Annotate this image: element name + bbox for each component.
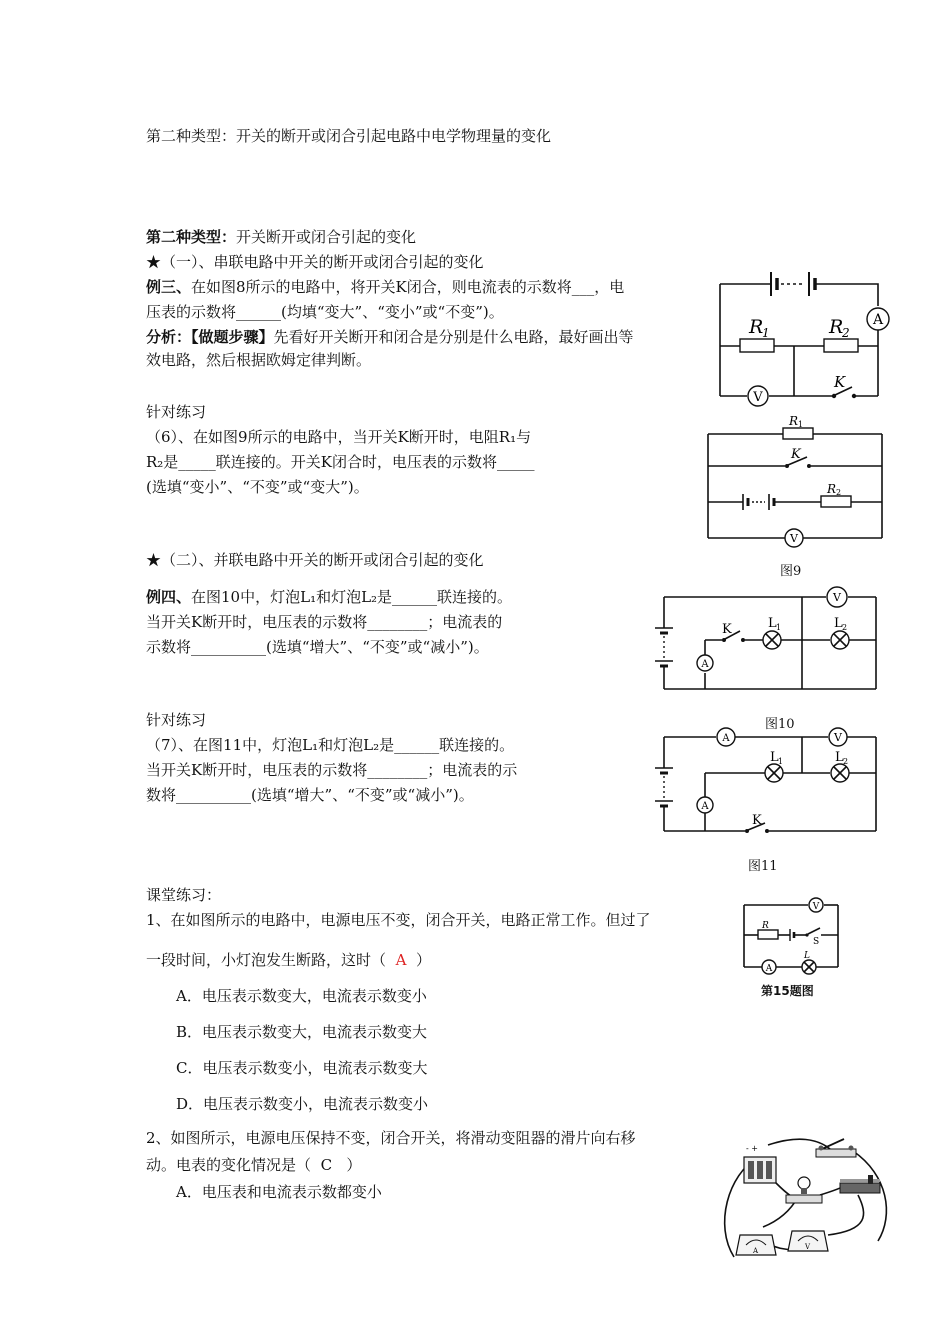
q1-option-d: D．电压表示数变小，电流表示数变小 <box>176 1095 429 1113</box>
q2-line1: 2、如图所示，电源电压保持不变，闭合开关，将滑动变阻器的滑片向右移 <box>146 1129 636 1147</box>
practice-heading-1: 针对练习 <box>146 403 207 421</box>
example4-line2: 当开关K断开时，电压表的示数将________；电流表的 <box>146 613 503 631</box>
analysis-text: 先看好开关断开和闭合是分别是什么电路，最好画出等 <box>273 328 634 346</box>
ammeter-label: A <box>701 659 709 670</box>
example3-line1 <box>146 277 624 297</box>
lamp-l2-label: L <box>834 616 843 631</box>
voltmeter-label: V <box>833 591 841 604</box>
q1-option-c: C．电压表示数变小，电流表示数变大 <box>176 1059 428 1077</box>
ammeter-label: A <box>765 964 773 974</box>
lamp-l1-label: L <box>768 616 777 631</box>
resistor-r-label: R <box>762 921 769 931</box>
r1-subscript: 1 <box>762 326 770 340</box>
ammeter-label: A <box>753 1247 759 1255</box>
analysis-line2: 效电路，然后根据欧姆定律判断。 <box>146 351 372 369</box>
practice6-line1: （6）、在如图9所示的电路中，当开关K断开时，电阻R₁与 <box>146 428 532 446</box>
lamp-l1-label: L <box>770 750 779 765</box>
practice7-line2: 当开关K断开时，电压表的示数将________；电流表的示 <box>146 761 518 779</box>
q1-line1: 1、在如图所示的电路中，电源电压不变，闭合开关，电路正常工作。但过了 <box>146 911 651 929</box>
lamp-l-label: L <box>804 951 810 961</box>
example4-line3: 示数将__________(选填“增大”、“不变”或“减小”)。 <box>146 638 489 656</box>
practice-heading-2: 针对练习 <box>146 711 207 729</box>
figure-10-caption: 图10 <box>765 717 795 732</box>
example3-line2: 压表的示数将______(均填“变大”、“变小”或“不变”)。 <box>146 303 504 321</box>
q2-option-a: A．电压表和电流表示数都变小 <box>176 1183 382 1201</box>
figure-15-circuit <box>738 895 844 979</box>
voltmeter-icon <box>788 1231 828 1251</box>
ammeter-label: A <box>722 733 730 744</box>
apparatus-drawing <box>718 1135 896 1270</box>
rheostat-icon <box>840 1175 880 1193</box>
lamp-l1-subscript: 1 <box>778 757 784 766</box>
voltmeter-label: V <box>753 390 763 405</box>
resistor-r <box>758 930 778 939</box>
q2-prefix: 动。电表的变化情况是（ <box>146 1156 312 1174</box>
practice7-line1: （7）、在图11中，灯泡L₁和灯泡L₂是______联连接的。 <box>146 736 515 754</box>
q2-line2 <box>146 1155 361 1175</box>
figure-11-circuit <box>660 725 886 837</box>
figure-8-circuit <box>716 270 896 410</box>
switch-icon <box>816 1139 856 1157</box>
switch-s-icon <box>808 928 820 934</box>
q1-option-a: A．电压表示数变大，电流表示数变小 <box>176 987 427 1005</box>
page-heading: 第二种类型：开关的断开或闭合引起电路中电学物理量的变化 <box>146 127 552 145</box>
figure-9-circuit <box>703 414 887 550</box>
voltmeter-label: V <box>812 902 820 912</box>
resistor-r1 <box>740 339 774 352</box>
classwork-heading: 课堂练习： <box>146 886 222 904</box>
r1-label: R <box>789 414 799 428</box>
r2-subscript: 2 <box>842 326 850 340</box>
practice6-line2: R₂是_____联连接的。开关K闭合时，电压表的示数将_____ <box>146 453 535 471</box>
resistor-r2 <box>821 496 851 507</box>
example4-text: 在图10中，灯泡L₁和灯泡L₂是______联连接的。 <box>191 588 513 606</box>
light-bulb-icon <box>786 1177 822 1203</box>
ammeter-label: A <box>701 801 709 812</box>
lamp-l2-subscript: 2 <box>842 623 848 632</box>
q1-prefix: 一段时间，小灯泡发生断路，这时（ <box>146 951 387 969</box>
battery-pack-icon <box>744 1144 776 1183</box>
switch-k-label: K <box>834 373 846 391</box>
q2-answer: C <box>320 1156 333 1174</box>
figure-15-caption: 第15题图 <box>761 984 814 998</box>
example3-text: 在如图8所示的电路中，将开关K闭合，则电流表的示数将___，电 <box>191 278 625 296</box>
voltmeter-label: V <box>790 532 798 545</box>
section-heading-bold: 第二种类型： <box>146 228 237 246</box>
analysis-line1 <box>146 327 634 347</box>
voltmeter-label: V <box>834 731 842 744</box>
q1-line2 <box>146 950 431 970</box>
section-heading <box>146 227 416 247</box>
subsection-1-heading: ★（一）、串联电路中开关的断开或闭合引起的变化 <box>146 253 484 271</box>
resistor-r1 <box>783 428 813 439</box>
r2-label: R <box>829 316 844 338</box>
figure-11-caption: 图11 <box>748 859 778 874</box>
q1-suffix: ） <box>415 951 431 969</box>
example4-label: 例四、 <box>146 588 192 606</box>
lamp-l1-subscript: 1 <box>776 623 782 632</box>
subsection-2-heading: ★（二）、并联电路中开关的断开或闭合引起的变化 <box>146 551 484 569</box>
switch-k-label: K <box>722 622 732 637</box>
ammeter-label: A <box>872 312 884 328</box>
figure-10-circuit <box>660 585 886 695</box>
r2-label: R <box>827 482 837 496</box>
q1-answer: A <box>395 951 407 969</box>
r1-label: R <box>749 316 764 338</box>
switch-k-label: K <box>791 447 801 462</box>
figure-9-caption: 图9 <box>780 564 802 579</box>
analysis-label: 分析：【做题步骤】 <box>146 328 274 346</box>
practice6-line3: (选填“变小”、“不变”或“变大”)。 <box>146 478 369 496</box>
example4-line1 <box>146 587 512 607</box>
switch-k-label: K <box>752 813 762 828</box>
r1-subscript: 1 <box>798 420 804 429</box>
q2-suffix: ） <box>346 1156 362 1174</box>
q1-option-b: B．电压表示数变大，电流表示数变大 <box>176 1023 428 1041</box>
voltmeter-label: V <box>805 1243 811 1251</box>
r2-subscript: 2 <box>836 488 842 497</box>
lamp-l2-subscript: 2 <box>843 757 849 766</box>
resistor-r2 <box>824 339 858 352</box>
ammeter-icon <box>736 1235 776 1255</box>
svg-text:- +: - + <box>746 1144 758 1153</box>
lamp-l2-label: L <box>835 750 844 765</box>
section-heading-rest: 开关断开或闭合引起的变化 <box>236 228 417 246</box>
example3-label: 例三、 <box>146 278 192 296</box>
practice7-line3: 数将__________(选填“增大”、“不变”或“减小”)。 <box>146 786 474 804</box>
switch-s-label: S <box>813 937 820 947</box>
